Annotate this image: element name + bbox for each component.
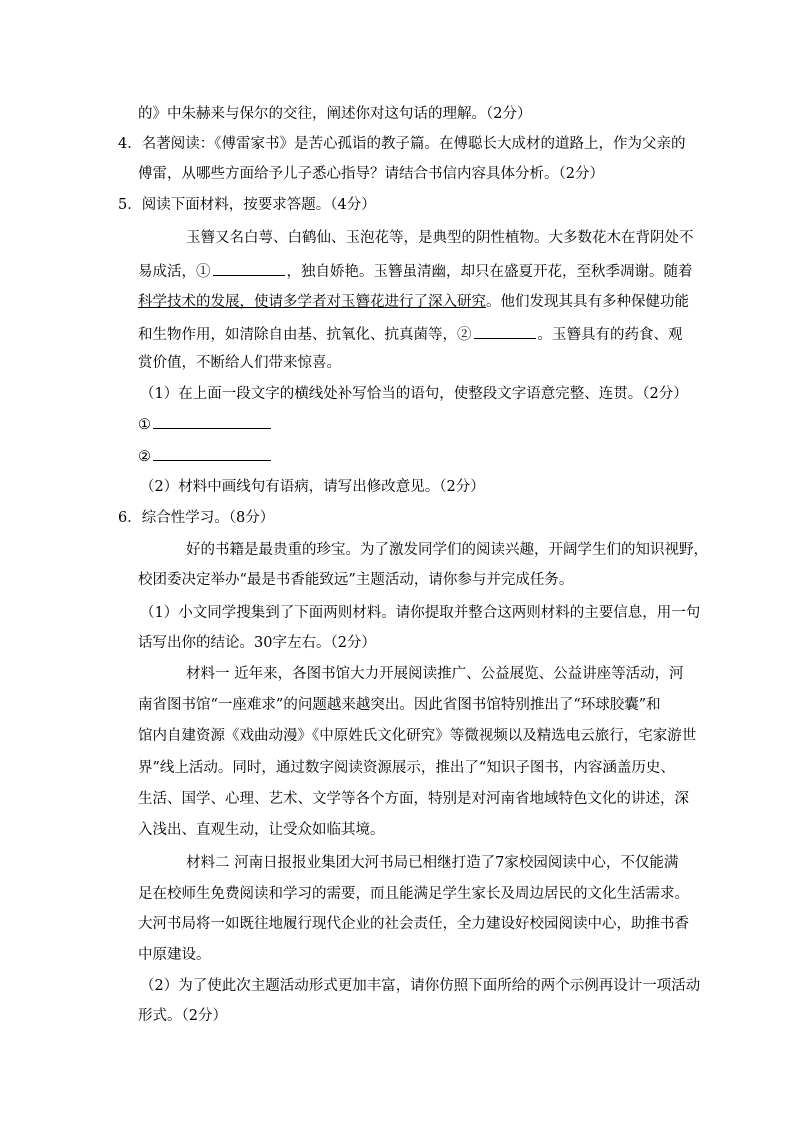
question-6: 6．综合性学习。（8分） bbox=[118, 510, 275, 526]
answer-blank bbox=[153, 414, 271, 429]
material-line: 足在校师生免费阅读和学习的需要，而且能满足学生家长及周边居民的文化生活需求。 bbox=[138, 886, 689, 902]
material-line: 界”线上活动。同时，通过数字阅读资源展示，推出了“知识子图书，内容涵盖历史、 bbox=[138, 760, 675, 776]
material-line: 南省图书馆“一座难求”的问题越来越突出。因此省图书馆特别推出了“环球胶囊”和 bbox=[138, 697, 661, 713]
answer-blank bbox=[153, 446, 271, 461]
material-line: 中原建设。 bbox=[138, 947, 211, 963]
question-5: 5．阅读下面材料，按要求答题。（4分） bbox=[118, 197, 376, 213]
passage-line bbox=[138, 292, 689, 312]
material-line: 馆内自建资源《戏曲动漫》《中原姓氏文化研究》等微视频以及精选电云旅行，宅家游世 bbox=[138, 728, 697, 744]
passage-text: 。玉簪具有的药食、观 bbox=[537, 327, 683, 343]
answer-blank-1 bbox=[213, 261, 285, 276]
passage-line bbox=[138, 324, 683, 345]
text-line: 校团委决定举办“最是书香能致远”主题活动，请你参与并完成任务。 bbox=[138, 572, 574, 588]
passage-line: 赏价值，不断给人们带来惊喜。 bbox=[138, 355, 341, 371]
text-line: 的》中朱赫来与保尔的交往，阐述你对这句话的理解。（2分） bbox=[138, 106, 532, 122]
text-line: 形式。（2分） bbox=[138, 1008, 227, 1024]
passage-line: 玉簪又名白萼、白鹤仙、玉泡花等，是典型的阴性植物。大多数花木在背阴处不 bbox=[186, 230, 694, 246]
passage-text: 。他们发现其具有多种保健功能 bbox=[486, 294, 689, 310]
text-line: 好的书籍是最贵重的珍宝。为了激发同学们的阅读兴趣，开阔学生们的知识视野， bbox=[186, 542, 708, 558]
blank-marker-1: ① bbox=[196, 264, 211, 280]
underlined-sentence: 科学技术的发展，使请多学者对玉簪花进行了深入研究 bbox=[138, 294, 486, 310]
sub-question: （2）材料中画线句有语病，请写出修改意见。（2分） bbox=[140, 479, 485, 495]
blank-marker-2: ② bbox=[457, 327, 472, 343]
sub-question: （1）在上面一段文字的横线处补写恰当的语句，使整段文字语意完整、连贯。（2分） bbox=[140, 386, 688, 402]
answer-marker-2: ② bbox=[138, 449, 151, 465]
sub-question: （2）为了使此次主题活动形式更加丰富，请你仿照下面所给的两个示例再设计一项活动 bbox=[140, 978, 701, 994]
material-line: 材料二 河南日报报业集团大河书局已相继打造了7家校园阅读中心，不仅能满 bbox=[186, 855, 679, 871]
text-line: 傅雷，从哪些方面给予儿子悉心指导？请结合书信内容具体分析。（2分） bbox=[138, 166, 604, 182]
passage-text: ，独自娇艳。玉簪虽清幽，却只在盛夏开花，至秋季凋谢。随着 bbox=[286, 264, 693, 280]
answer-marker-1: ① bbox=[138, 417, 151, 433]
question-4: 4．名著阅读：《傅雷家书》是苦心孤诣的教子篇。在傅聪长大成材的道路上，作为父亲的 bbox=[118, 136, 686, 152]
material-line: 大河书局将一如既往地履行现代企业的社会责任，全力建设好校园阅读中心，助推书香 bbox=[138, 916, 689, 932]
text-line: 话写出你的结论。30字左右。（2分） bbox=[138, 635, 376, 651]
material-line: 入浅出、直观生动，让受众如临其境。 bbox=[138, 822, 385, 838]
answer-line-2 bbox=[138, 446, 273, 467]
sub-question: （1）小文同学搜集到了下面两则材料。请你提取并整合这两则材料的主要信息，用一句 bbox=[140, 605, 701, 621]
material-line: 生活、国学、心理、艺术、文学等各个方面，特别是对河南省地域特色文化的讲述，深 bbox=[138, 791, 689, 807]
answer-blank-2 bbox=[474, 324, 536, 339]
passage-text: 易成活， bbox=[138, 264, 196, 280]
passage-text: 和生物作用，如清除自由基、抗氧化、抗真菌等， bbox=[138, 327, 457, 343]
passage-line bbox=[138, 261, 693, 282]
material-line: 材料一 近年来，各图书馆大力开展阅读推广、公益展览、公益讲座等活动，河 bbox=[186, 666, 684, 682]
answer-line-1 bbox=[138, 414, 273, 435]
